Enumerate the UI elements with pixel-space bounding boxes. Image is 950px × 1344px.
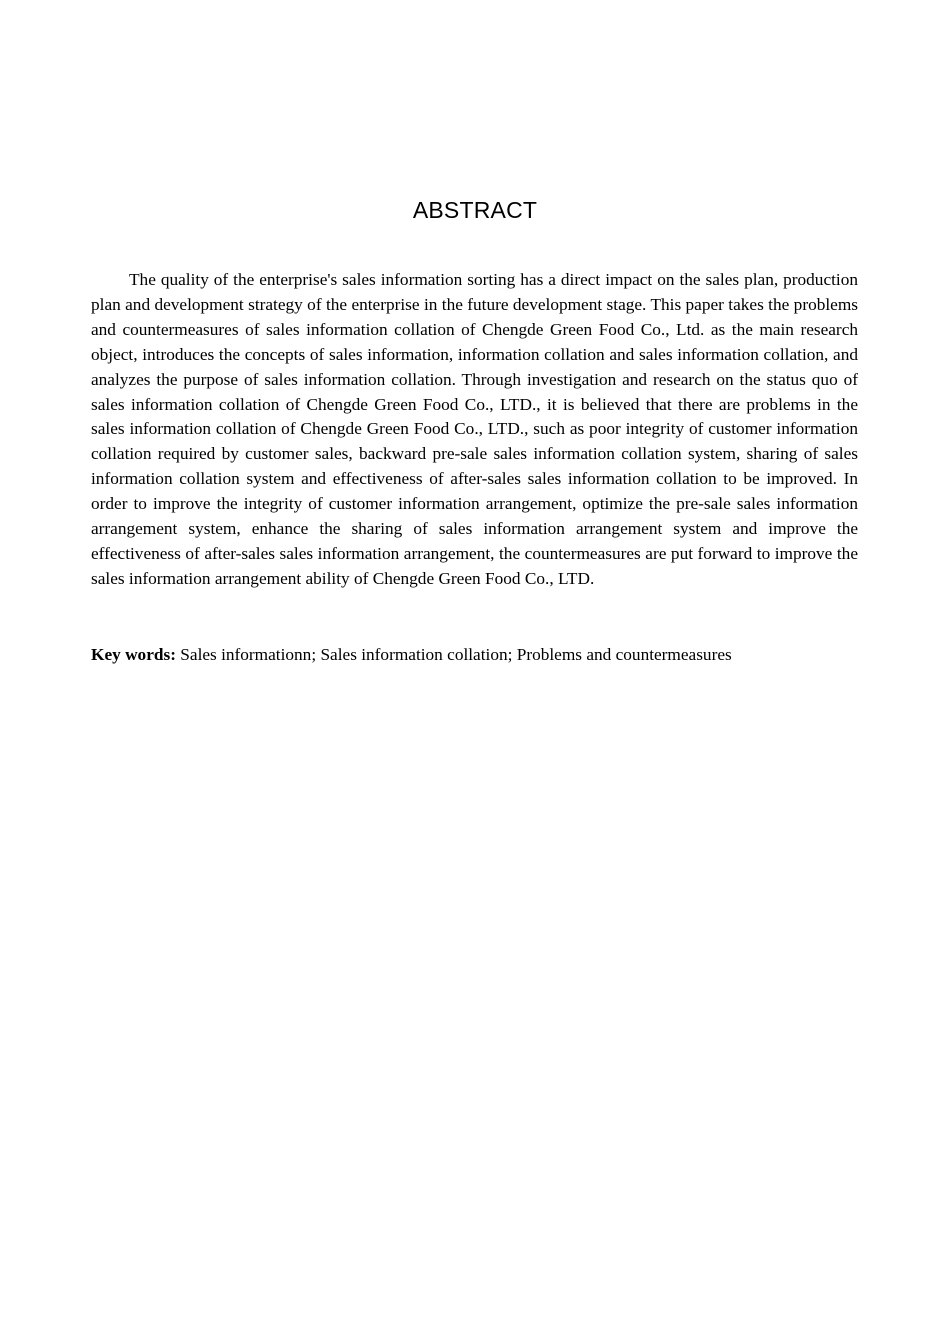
abstract-title: ABSTRACT [412, 197, 538, 223]
abstract-body: The quality of the enterprise's sales information sorting has a direct impact on the sales plan, production plan and development strategy of the enterprise in the future development stage. This paper takes the problems and countermeasures of sales information collation of Chengde Green Food Co., Ltd. as the main research object, introduces the concepts of sales information, information collation and sales information collation, and analyzes the purpose of sales information collation. Through investigation and research on the status quo of sales information collation of Chengde Green Food Co., LTD., it is believed that there are problems in the sales information collation of Chengde Green Food Co., LTD., such as poor integrity of customer information collation required by customer sales, backward pre-sale sales information collation system, sharing of sales information collation system and effectiveness of after-sales sales information collation to be improved. In order to improve the integrity of customer information arrangement, optimize the pre-sale sales information arrangement system, enhance the sharing of sales information arrangement system and improve the effectiveness of after-sales sales information arrangement, the countermeasures are put forward to improve the sales information arrangement ability of Chengde Green Food Co., LTD. [91, 270, 858, 588]
keywords-value: Sales informationn; Sales information collation; Problems and countermeasures [175, 645, 732, 664]
keywords-label: Key words: [91, 645, 176, 664]
keywords-line [91, 643, 858, 668]
